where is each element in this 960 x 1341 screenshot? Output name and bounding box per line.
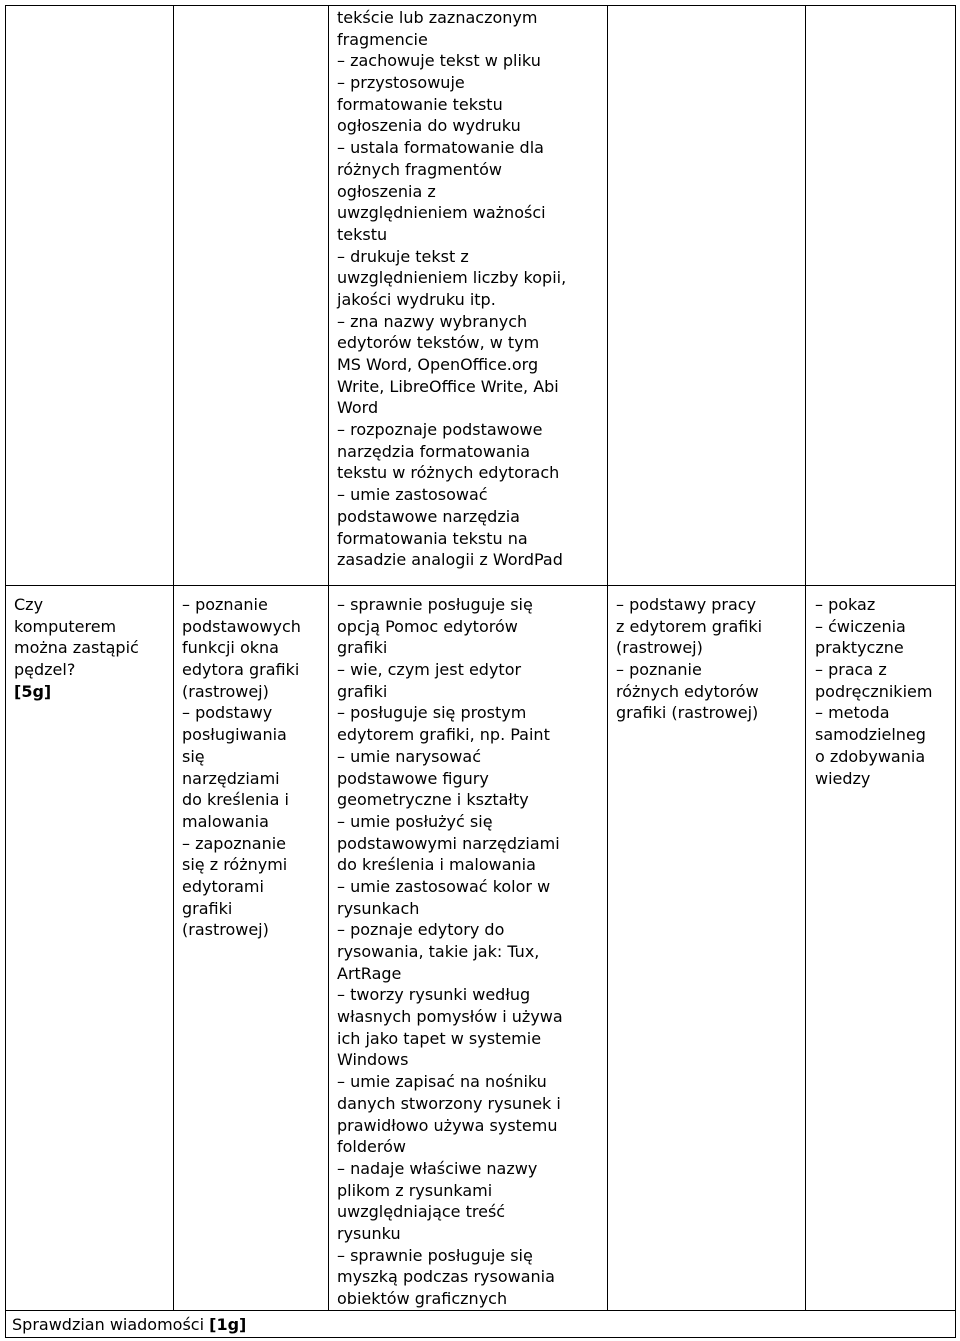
outcome-line: jakości wydruku itp. <box>337 289 496 309</box>
method-line: podręcznikiem <box>815 681 933 701</box>
outcome-line: – wie, czym jest edytor <box>337 660 522 680</box>
outcome-line: MS Word, OpenOffice.org <box>337 355 539 374</box>
outcome-line: – drukuje tekst z <box>337 246 469 266</box>
outcome-line: podstawowe figury <box>337 768 489 788</box>
outcome-line: podstawowe narzędzia <box>337 506 520 526</box>
outcome-line: edytorem grafiki, np. Paint <box>337 725 550 745</box>
outcome-line: obiektów graficznych <box>337 1289 508 1308</box>
outcome-line: – rozpoznaje podstawowe <box>337 420 543 440</box>
outcome-line: – sprawnie posługuje się <box>337 595 533 614</box>
outcome-line: fragmencie <box>337 29 428 49</box>
outcome-line: – sprawnie posługuje się <box>337 1245 533 1265</box>
topic-hours: [5g] <box>14 681 52 701</box>
method-line: praktyczne <box>815 638 904 658</box>
outcome-line: Word <box>337 398 379 418</box>
test-row <box>12 1314 246 1335</box>
topic-line: pędzel? <box>14 660 76 680</box>
outcome-line: geometryczne i kształty <box>337 790 529 810</box>
method-line: – pokaz <box>815 595 876 614</box>
content-line: (rastrowej) <box>616 638 703 658</box>
goal-line: się <box>182 746 205 766</box>
method-line: o zdobywania <box>815 746 926 766</box>
goal-line: grafiki <box>182 898 233 918</box>
outcome-line: – umie zastosować kolor w <box>337 876 551 896</box>
outcome-line: – poznaje edytory do <box>337 920 505 940</box>
goal-line: (rastrowej) <box>182 920 269 940</box>
goal-line: – podstawy <box>182 703 273 723</box>
content-cell <box>616 594 762 724</box>
outcome-line: tekstu w różnych edytorach <box>337 463 560 483</box>
outcome-line: – ustala formatowanie dla <box>337 138 544 158</box>
method-line: – praca z <box>815 660 887 680</box>
outcome-line: – posługuje się prostym <box>337 703 527 723</box>
methods-cell <box>815 594 932 789</box>
outcome-line: plikom z rysunkami <box>337 1180 493 1200</box>
outcome-line: – zna nazwy wybranych <box>337 311 528 331</box>
outcome-line: ich jako tapet w systemie <box>337 1028 542 1048</box>
outcome-line: ogłoszenia do wydruku <box>337 116 521 136</box>
outcome-line: narzędzia formatowania <box>337 441 531 461</box>
outcome-line: ogłoszenia z <box>337 181 436 201</box>
goal-line: – zapoznanie <box>182 833 287 853</box>
outcome-line: – przystosowuje <box>337 73 465 93</box>
content-line: grafiki (rastrowej) <box>616 703 759 723</box>
outcome-line: folderów <box>337 1137 406 1157</box>
goal-line: edytora grafiki <box>182 660 300 680</box>
outcome-line: – nadaje właściwe nazwy <box>337 1158 538 1178</box>
method-line: – metoda <box>815 703 890 723</box>
topic-line: Czy <box>14 595 44 614</box>
method-line: samodzielneg <box>815 725 926 745</box>
topic-line: komputerem <box>14 616 117 636</box>
outcome-line: ArtRage <box>337 963 402 983</box>
test-hours: [1g] <box>209 1315 247 1334</box>
outcome-line: myszką podczas rysowania <box>337 1267 555 1287</box>
goal-line: do kreślenia i <box>182 790 289 810</box>
outcome-line: formatowanie tekstu <box>337 94 503 114</box>
content-line: – poznanie <box>616 660 702 680</box>
outcome-line: – tworzy rysunki według <box>337 985 531 1005</box>
outcome-line: grafiki <box>337 681 388 701</box>
outcome-line: uwzględniające treść <box>337 1202 506 1222</box>
outcome-line: – umie zapisać na nośniku <box>337 1072 547 1092</box>
goals-cell <box>182 594 301 941</box>
outcome-line: zasadzie analogii z WordPad <box>337 550 563 570</box>
outcome-line: różnych fragmentów <box>337 159 502 179</box>
outcome-line: rysowania, takie jak: Tux, <box>337 942 540 961</box>
outcome-line: grafiki <box>337 638 388 658</box>
outcome-line: – umie posłużyć się <box>337 811 493 831</box>
outcome-line: podstawowymi narzędziami <box>337 833 560 853</box>
outcome-line: własnych pomysłów i używa <box>337 1007 563 1027</box>
outcome-line: prawidłowo używa systemu <box>337 1115 558 1135</box>
outcome-line: – zachowuje tekst w pliku <box>337 51 541 71</box>
content-line: różnych edytorów <box>616 681 759 701</box>
test-label: Sprawdzian wiadomości <box>12 1315 205 1334</box>
outcome-line: tekstu <box>337 224 388 244</box>
outcome-line: – umie zastosować <box>337 485 488 505</box>
method-line: wiedzy <box>815 768 871 788</box>
method-line: – ćwiczenia <box>815 616 906 636</box>
outcome-line: opcją Pomoc edytorów <box>337 616 518 636</box>
topic-line: można zastąpić <box>14 638 139 658</box>
outcome-line: uwzględnieniem ważności <box>337 203 546 223</box>
goal-line: edytorami <box>182 876 264 896</box>
goal-line: – poznanie <box>182 595 268 614</box>
outcome-line: edytorów tekstów, w tym <box>337 333 540 353</box>
outcome-line: rysunku <box>337 1223 401 1243</box>
goal-line: posługiwania <box>182 725 287 745</box>
goal-line: (rastrowej) <box>182 681 269 701</box>
outcome-line: do kreślenia i malowania <box>337 855 536 875</box>
top-row-outcomes-cell <box>337 7 566 571</box>
goal-line: malowania <box>182 811 269 831</box>
goal-line: podstawowych <box>182 616 301 636</box>
outcomes-cell <box>337 594 563 1310</box>
outcome-line: danych stworzony rysunek i <box>337 1093 561 1113</box>
outcome-line: Windows <box>337 1050 409 1070</box>
goal-line: się z różnymi <box>182 855 288 875</box>
outcome-line: rysunkach <box>337 898 420 918</box>
outcome-line: Write, LibreOffice Write, Abi <box>337 376 559 396</box>
goal-line: funkcji okna <box>182 638 279 658</box>
outcome-line: – umie narysować <box>337 746 481 766</box>
outcome-line: tekście lub zaznaczonym <box>337 8 538 27</box>
content-line: z edytorem grafiki <box>616 616 763 636</box>
outcome-line: uwzględnieniem liczby kopii, <box>337 268 567 288</box>
content-line: – podstawy pracy <box>616 595 757 614</box>
goal-line: narzędziami <box>182 768 280 788</box>
topic-cell <box>14 594 139 702</box>
outcome-line: formatowania tekstu na <box>337 528 528 548</box>
